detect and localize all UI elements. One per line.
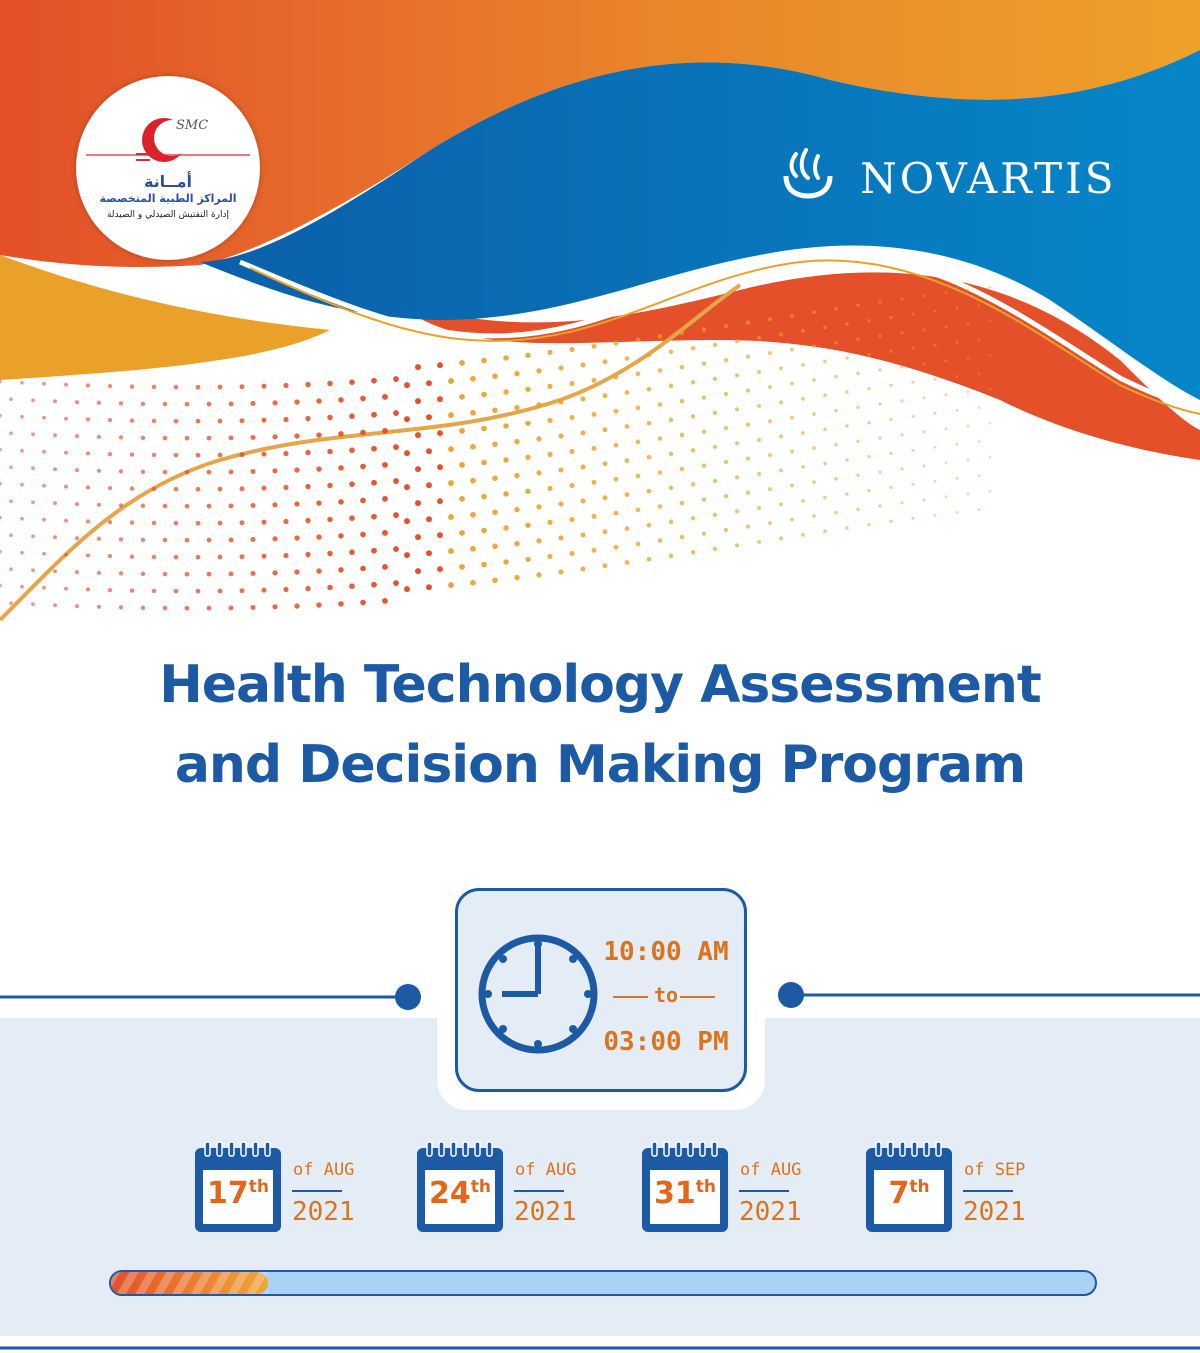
novartis-flame-icon bbox=[782, 148, 834, 200]
logo-name: أمــانة bbox=[143, 172, 193, 191]
date-year: 2021 bbox=[292, 1197, 355, 1227]
date-month: of AUG bbox=[515, 1160, 577, 1180]
progress-bar bbox=[109, 1270, 1097, 1296]
date-day: 7th bbox=[888, 1176, 930, 1211]
date-month: of SEP bbox=[964, 1160, 1026, 1180]
date-day: 31th bbox=[654, 1176, 716, 1211]
organizer-logo bbox=[76, 76, 260, 260]
date-day: 17th bbox=[207, 1176, 269, 1211]
end-time: 03:00 PM bbox=[603, 1027, 729, 1057]
date-year: 2021 bbox=[963, 1197, 1026, 1227]
start-time: 10:00 AM bbox=[603, 937, 729, 967]
date-month: of AUG bbox=[293, 1160, 355, 1180]
logo-subtitle: المراكز الطبية المتخصصة bbox=[99, 192, 237, 205]
logo-initials: SMC bbox=[176, 118, 209, 133]
title-line-1: Health Technology Assessment bbox=[159, 655, 1041, 715]
progress-fill bbox=[111, 1272, 268, 1294]
page-title bbox=[0, 645, 1200, 805]
title-line-2: and Decision Making Program bbox=[174, 735, 1026, 795]
logo-department: إدارة التفتيش الصيدلي و الصيدلة bbox=[106, 210, 230, 220]
date-month: of AUG bbox=[740, 1160, 802, 1180]
date-year: 2021 bbox=[739, 1197, 802, 1227]
sponsor-name: NOVARTIS bbox=[860, 154, 1117, 203]
time-separator: to bbox=[653, 983, 679, 1007]
date-day: 24th bbox=[429, 1176, 491, 1211]
clock-icon bbox=[474, 930, 604, 1060]
date-year: 2021 bbox=[514, 1197, 577, 1227]
